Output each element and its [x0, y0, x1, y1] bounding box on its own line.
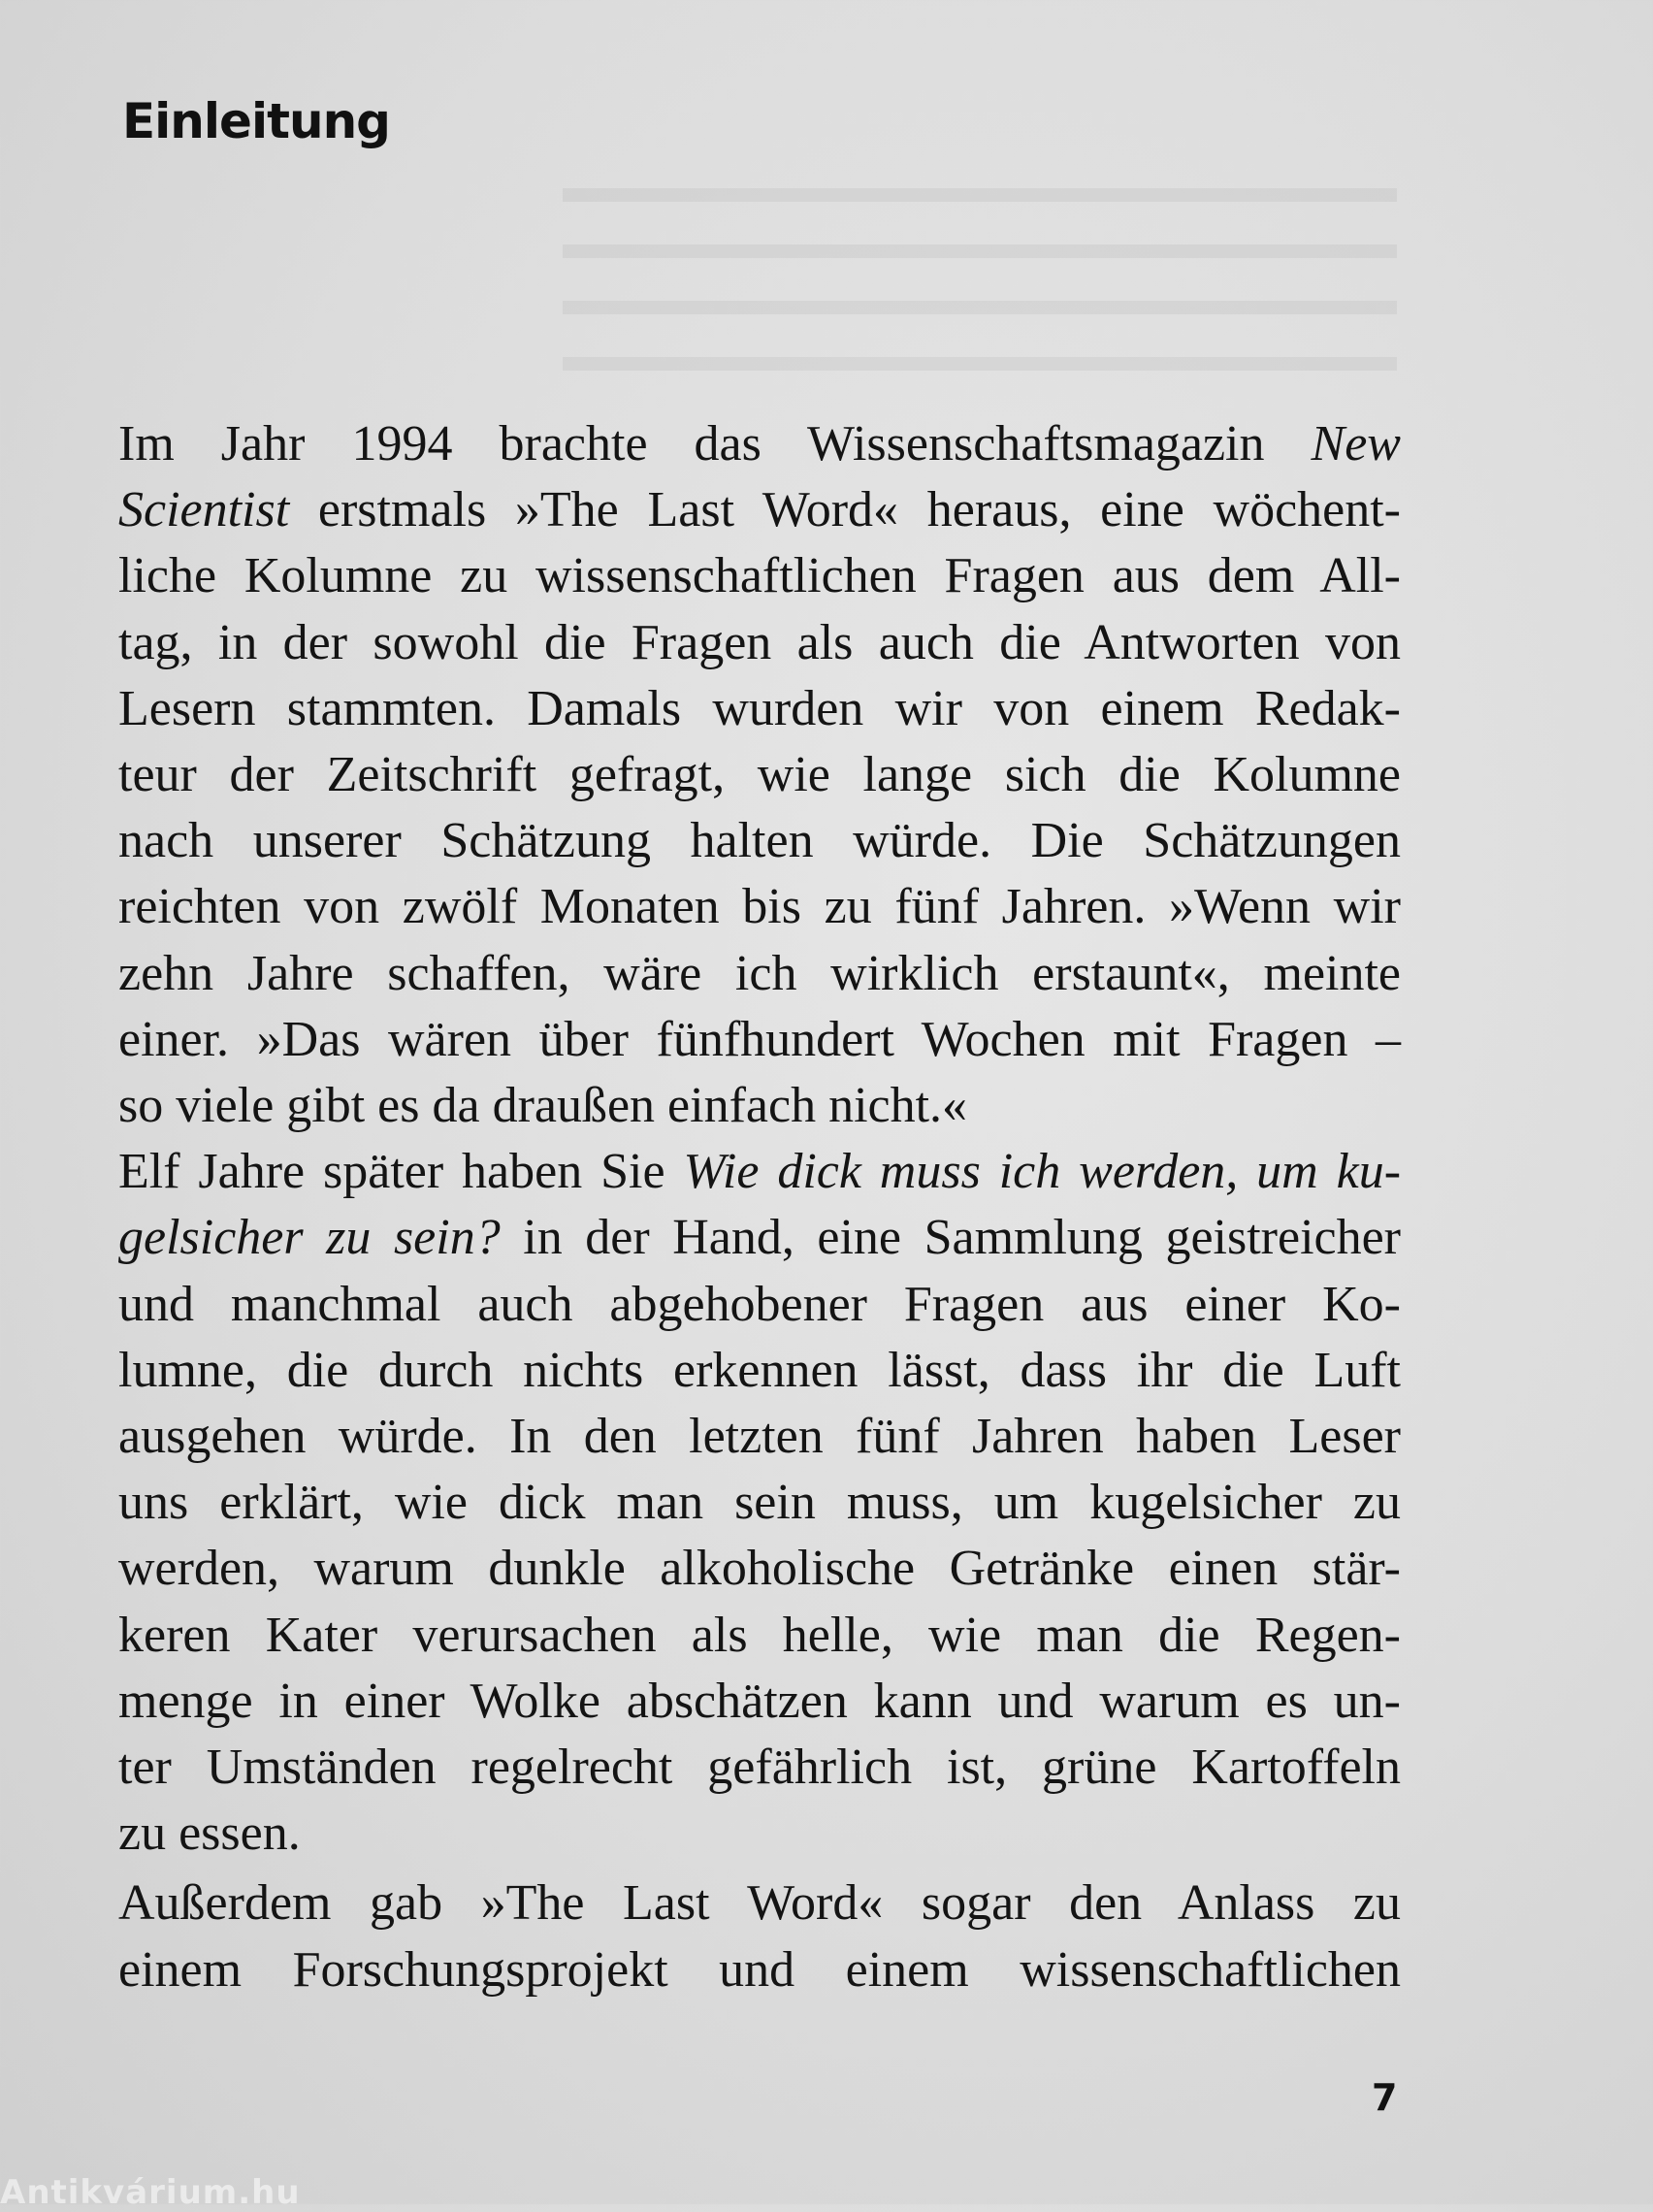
text-segment: nach unserer Schätzung halten würde. Die Schätzungen: [118, 813, 1401, 869]
italic-title: New: [1311, 416, 1401, 472]
text-segment: einem Forschungsprojekt und einem wissenschaftlichen: [118, 1941, 1401, 1998]
text-line: [118, 1139, 1401, 1205]
text-line: [118, 742, 1401, 808]
text-line: [118, 477, 1401, 543]
text-line: [118, 1870, 1401, 1936]
text-line: [118, 1007, 1401, 1073]
text-line: [118, 1470, 1401, 1536]
text-segment: Außerdem gab »The Last Word« sogar den Anlass zu: [118, 1875, 1401, 1932]
text-segment: keren Kater verursachen als helle, wie man die Regen-: [118, 1607, 1401, 1663]
text-line: [118, 808, 1401, 874]
text-line: [118, 1272, 1401, 1338]
text-line: [118, 1735, 1401, 1801]
paragraph-2: [118, 1139, 1401, 1867]
italic-title: Scientist: [118, 482, 290, 538]
text-line: [118, 1536, 1401, 1602]
text-line: [118, 676, 1401, 742]
text-line: [118, 1073, 1401, 1139]
text-line: [118, 941, 1401, 1007]
text-line: [118, 1801, 1401, 1867]
text-segment: ter Umständen regelrecht gefährlich ist, grüne Kartoffeln: [118, 1740, 1401, 1796]
text-segment: tag, in der sowohl die Fragen als auch die Antworten von: [118, 614, 1401, 670]
text-line: [118, 1603, 1401, 1669]
text-segment: ausgehen würde. In den letzten fünf Jahren haben Leser: [118, 1409, 1401, 1465]
text-line: [118, 874, 1401, 940]
text-segment: teur der Zeitschrift gefragt, wie lange sich die Kolumne: [118, 747, 1401, 803]
text-line: [118, 1937, 1401, 2003]
text-segment: Elf Jahre später haben Sie: [118, 1144, 684, 1200]
chapter-heading: Einleitung: [122, 93, 390, 149]
text-segment: erstmals »The Last Word« heraus, eine wöchent-: [289, 482, 1401, 538]
text-segment: in der Hand, eine Sammlung geistreicher: [500, 1210, 1401, 1266]
watermark: Antikvárium.hu: [0, 2173, 301, 2212]
paragraph-1: [118, 411, 1401, 1139]
text-segment: liche Kolumne zu wissenschaftlichen Fragen aus dem All-: [118, 548, 1401, 604]
text-line: [118, 1205, 1401, 1271]
text-segment: zehn Jahre schaffen, wäre ich wirklich erstaunt«, meinte: [118, 945, 1401, 1001]
text-line: [118, 411, 1401, 477]
text-line: [118, 1404, 1401, 1470]
text-segment: einer. »Das wären über fünfhundert Wochen mit Fragen –: [118, 1011, 1401, 1067]
text-segment: menge in einer Wolke abschätzen kann und warum es un-: [118, 1673, 1401, 1729]
italic-title: Wie dick muss ich werden, um ku-: [683, 1144, 1402, 1200]
paragraph-3: [118, 1870, 1401, 2002]
text-line: [118, 543, 1401, 609]
show-through-text: [563, 146, 1397, 407]
text-segment: werden, warum dunkle alkoholische Getränke einen stär-: [118, 1541, 1401, 1597]
text-segment: und manchmal auch abgehobener Fragen aus einer Ko-: [118, 1276, 1401, 1332]
text-line: [118, 610, 1401, 676]
text-segment: reichten von zwölf Monaten bis zu fünf Jahren. »Wenn wir: [118, 879, 1401, 935]
text-segment: Lesern stammten. Damals wurden wir von einem Redak-: [118, 680, 1401, 736]
text-segment: Im Jahr 1994 brachte das Wissenschaftsmagazin: [118, 416, 1312, 472]
text-segment: uns erklärt, wie dick man sein muss, um kugelsicher zu: [118, 1475, 1401, 1531]
text-segment: so viele gibt es da draußen einfach nicht.«: [118, 1078, 968, 1134]
text-line: [118, 1669, 1401, 1735]
text-segment: lumne, die durch nichts erkennen lässt, dass ihr die Luft: [118, 1342, 1401, 1398]
italic-title: gelsicher zu sein?: [118, 1210, 501, 1266]
text-line: [118, 1338, 1401, 1404]
body-text: [118, 411, 1401, 2003]
text-segment: zu essen.: [118, 1805, 301, 1862]
page-number: 7: [1372, 2076, 1398, 2119]
